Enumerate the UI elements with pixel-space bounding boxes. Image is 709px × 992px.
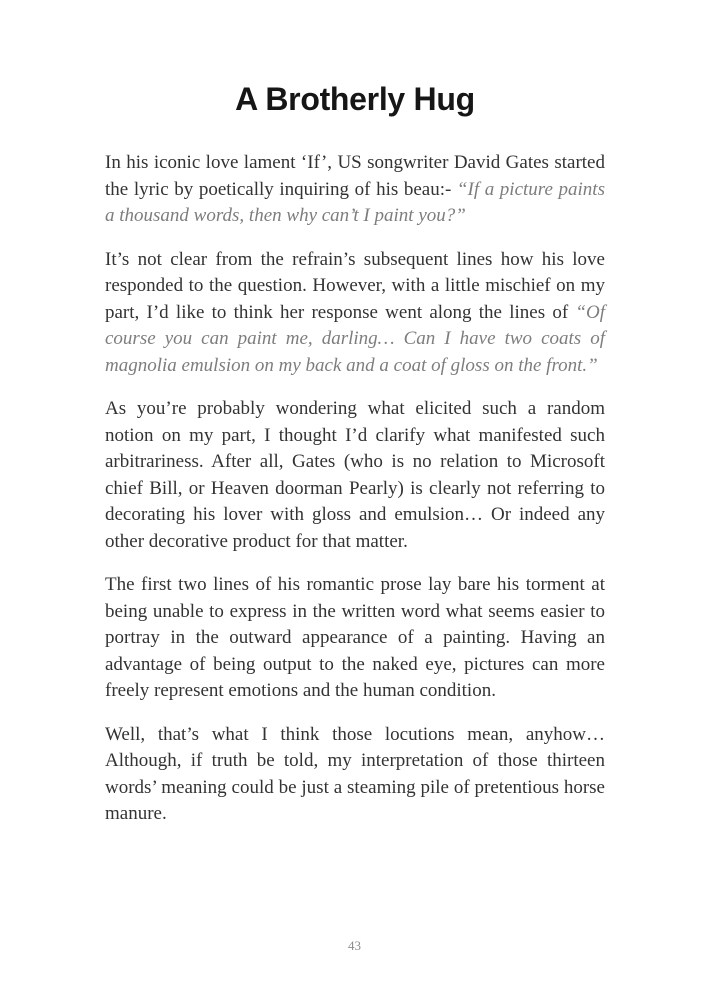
body-text bbox=[105, 150, 605, 828]
page-content bbox=[105, 80, 605, 828]
paragraph bbox=[105, 722, 605, 828]
quote-segment: “Of course you can paint me, darling… Can I have two coats of magnolia emulsion on my back and a coat of gloss on the front.” bbox=[105, 301, 605, 376]
text-segment: In his iconic love lament ‘If’, US songwriter David Gates started the lyric by poetically inquiring of his beau:- bbox=[105, 152, 605, 200]
page-number: 43 bbox=[348, 938, 361, 953]
page-title: A Brotherly Hug bbox=[235, 81, 475, 117]
text-segment: As you’re probably wondering what elicited such a random notion on my part, I thought I’d clarify what manifested such arbitrariness. After all, Gates (who is no relation to Microsoft chief Bill, or Heaven doorman Pearly) is clearly not referring to decorating his lover with gloss and emulsion… Or indeed any other decorative product for that matter. bbox=[105, 398, 605, 552]
text-segment: Well, that’s what I think those locutions mean, anyhow… Although, if truth be told, my interpretation of those thirteen words’ meaning could be just a steaming pile of pretentious horse manure. bbox=[105, 723, 605, 824]
text-segment: It’s not clear from the refrain’s subsequent lines how his love responded to the question. However, with a little mischief on my part, I’d like to think her response went along the lines of bbox=[105, 248, 605, 323]
paragraph bbox=[105, 247, 605, 380]
paragraph bbox=[105, 396, 605, 555]
paragraph bbox=[105, 150, 605, 230]
text-segment: The first two lines of his romantic prose lay bare his torment at being unable to express in the written word what seems easier to portray in the outward appearance of a painting. Having an advantage of being output to the naked eye, pictures can more freely represent emotions and the human condition. bbox=[105, 574, 605, 701]
paragraph bbox=[105, 572, 605, 705]
quote-segment: “If a picture paints a thousand words, then why can’t I paint you?” bbox=[105, 178, 605, 226]
